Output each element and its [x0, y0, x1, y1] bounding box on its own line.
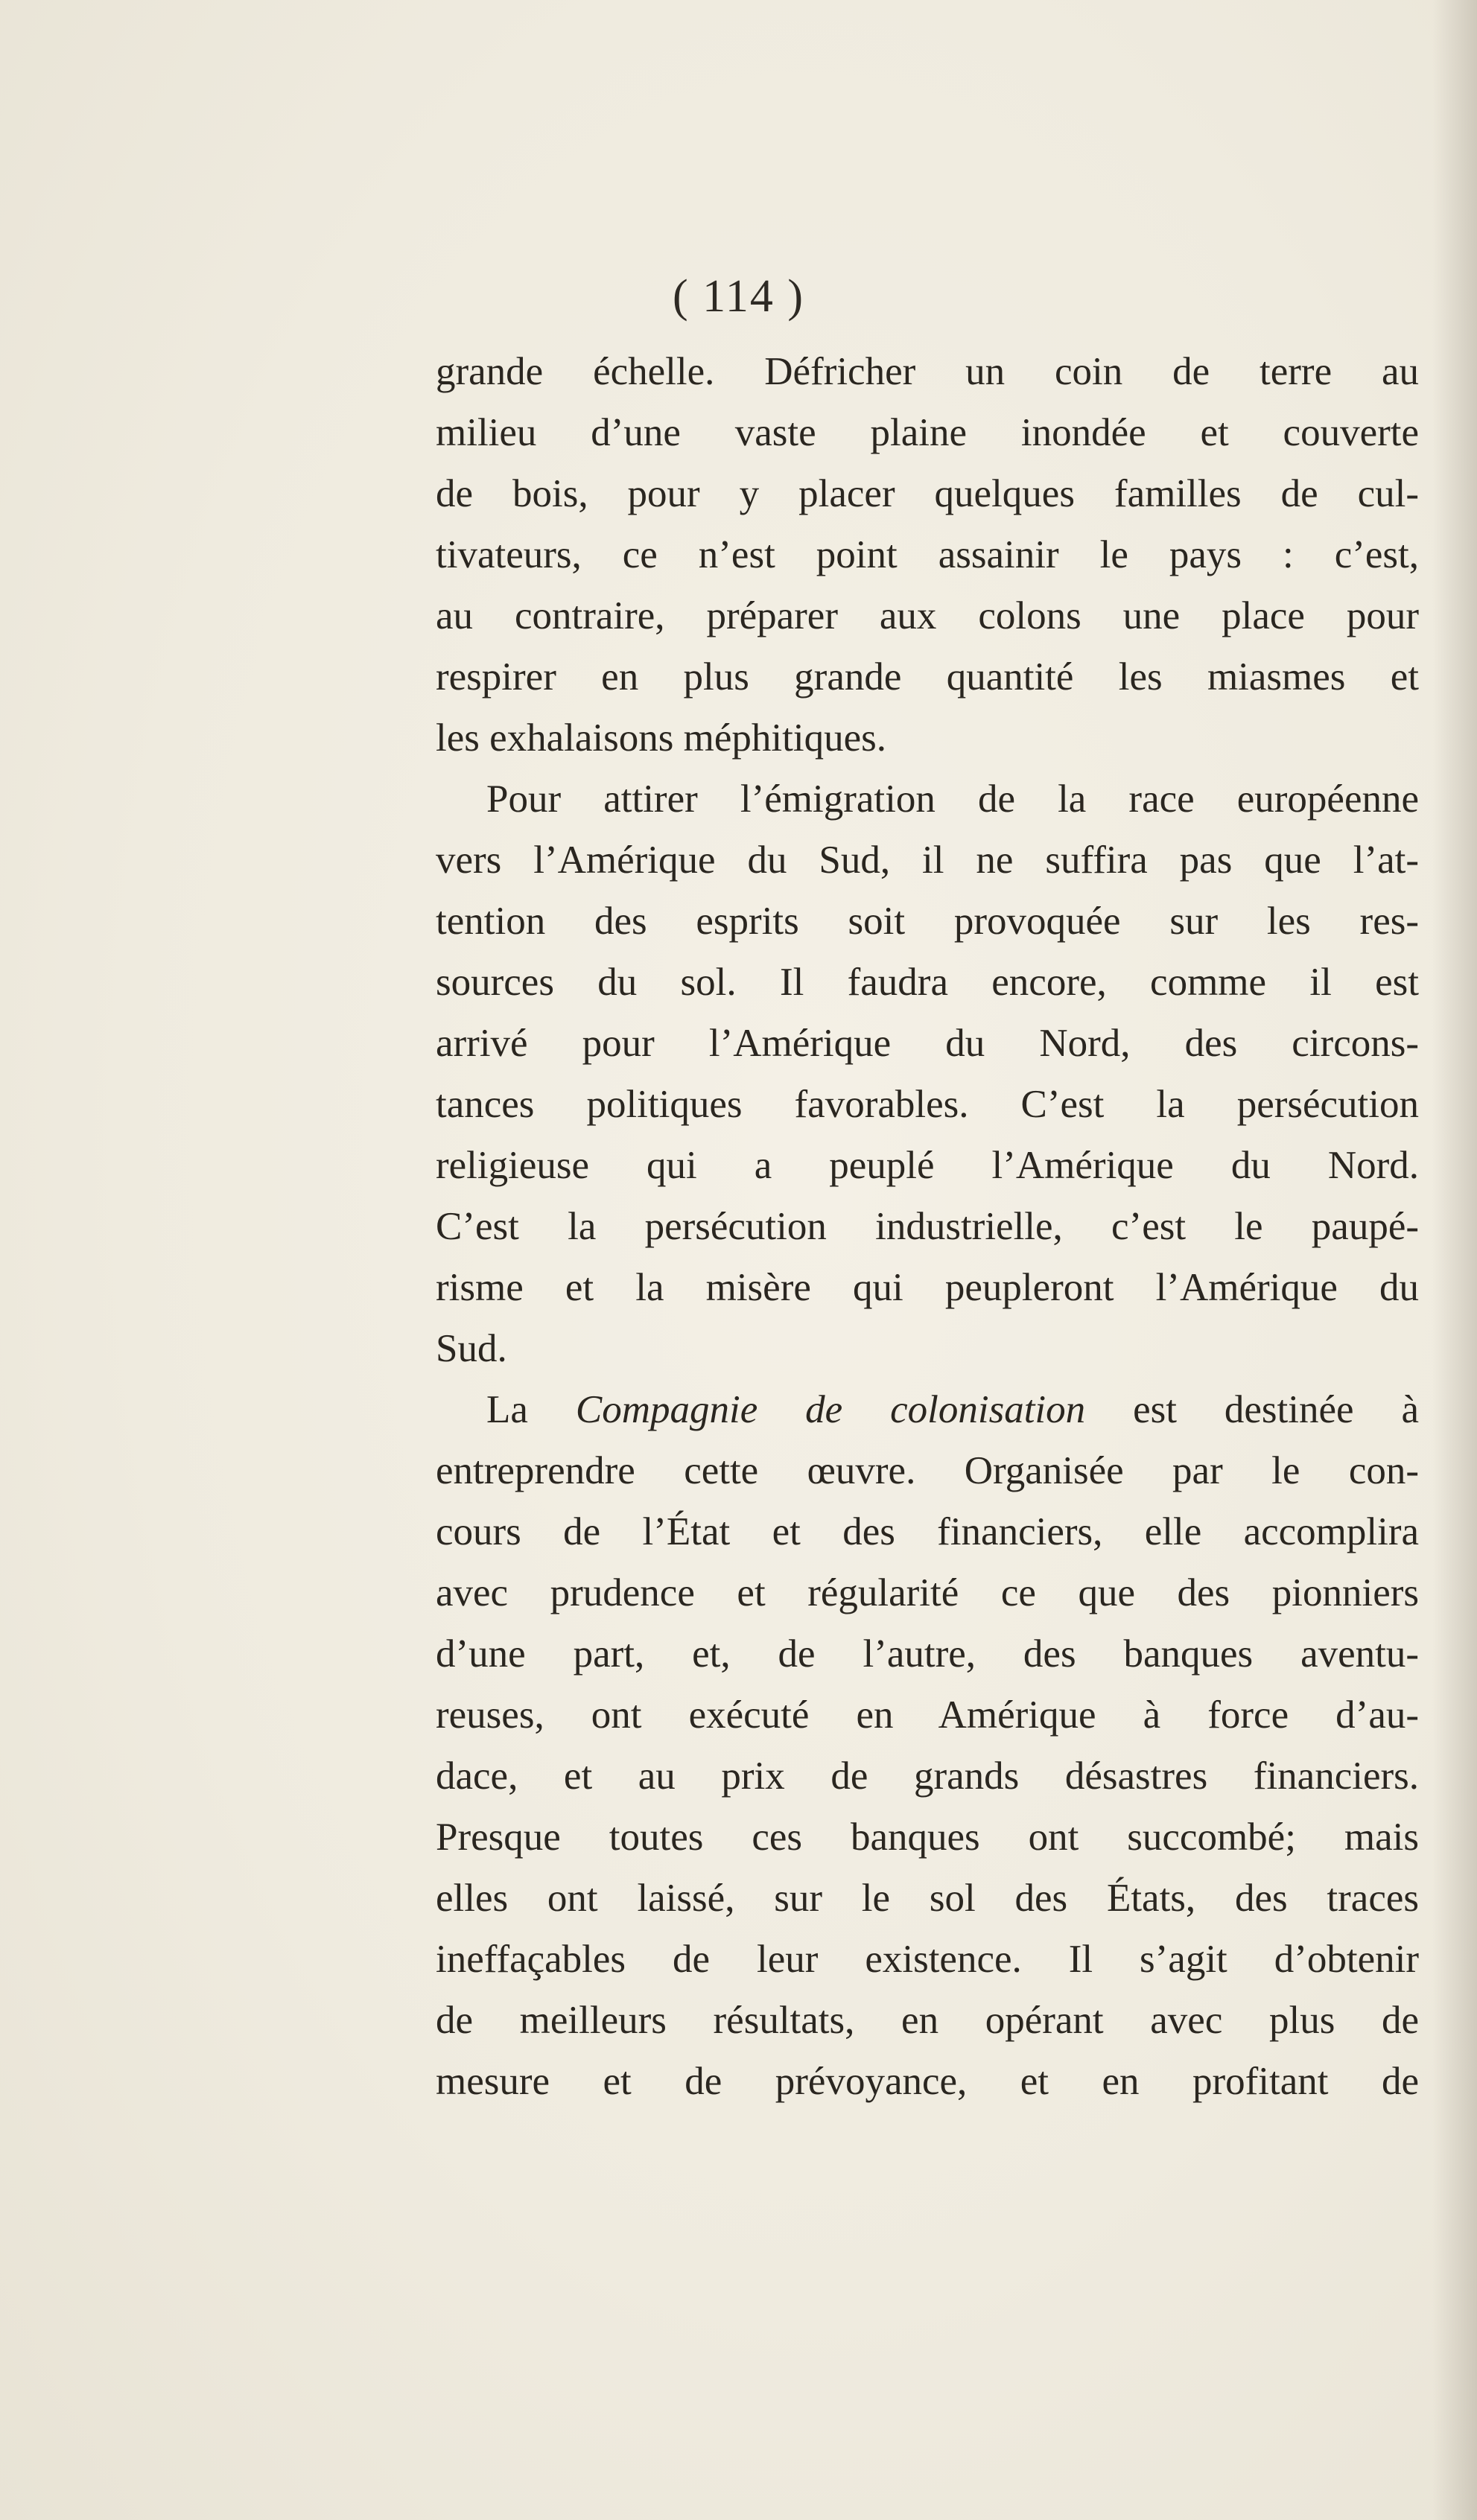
- text-line: ineffaçables de leur existence. Il s’agit d’obtenir: [436, 1938, 1419, 1981]
- text-line: elles ont laissé, sur le sol des États, des traces: [436, 1877, 1419, 1920]
- page-edge-shadow: [1432, 0, 1477, 2520]
- paragraph-3: [436, 1379, 1419, 2112]
- text-line: arrivé pour l’Amérique du Nord, des circons-: [436, 1022, 1419, 1065]
- text-line: tention des esprits soit provoquée sur les res-: [436, 900, 1419, 943]
- text-line: religieuse qui a peuplé l’Amérique du Nord.: [436, 1144, 1419, 1187]
- text-line: dace, et au prix de grands désastres financiers.: [436, 1754, 1419, 1798]
- text-line: reuses, ont exécuté en Amérique à force d’au-: [436, 1693, 1419, 1737]
- text-fragment: est destinée à: [1085, 1388, 1419, 1431]
- text-line: Sud.: [436, 1327, 507, 1370]
- text-line: de meilleurs résultats, en opérant avec plus de: [436, 1999, 1419, 2042]
- body-text: [436, 341, 1419, 2112]
- text-line: C’est la persécution industrielle, c’est le paupé-: [436, 1205, 1419, 1248]
- text-line: milieu d’une vaste plaine inondée et couverte: [436, 411, 1419, 454]
- text-line-with-italic: [436, 1379, 1419, 1440]
- text-line: cours de l’État et des financiers, elle accomplira: [436, 1510, 1419, 1553]
- text-line: tivateurs, ce n’est point assainir le pays : c’est,: [436, 533, 1419, 576]
- text-line: de bois, pour y placer quelques familles de cul-: [436, 472, 1419, 515]
- text-line: sources du sol. Il faudra encore, comme il est: [436, 961, 1419, 1004]
- text-line: avec prudence et régularité ce que des pionniers: [436, 1571, 1419, 1614]
- text-line: vers l’Amérique du Sud, il ne suffira pas que l’at-: [436, 839, 1419, 882]
- text-fragment: La: [486, 1388, 576, 1431]
- text-line: grande échelle. Défricher un coin de terre au: [436, 350, 1419, 393]
- text-line: Pour attirer l’émigration de la race européenne: [486, 777, 1419, 821]
- text-line: Presque toutes ces banques ont succombé; mais: [436, 1816, 1419, 1859]
- text-line: d’une part, et, de l’autre, des banques aventu-: [436, 1632, 1419, 1676]
- text-line: mesure et de prévoyance, et en profitant de: [436, 2060, 1419, 2103]
- paragraph-2: [436, 769, 1419, 1379]
- text-line: risme et la misère qui peupleront l’Amérique du: [436, 1266, 1419, 1309]
- text-line: tances politiques favorables. C’est la persécution: [436, 1083, 1419, 1126]
- text-line: les exhalaisons méphitiques.: [436, 716, 886, 760]
- text-line: entreprendre cette œuvre. Organisée par le con-: [436, 1449, 1419, 1492]
- text-line: respirer en plus grande quantité les miasmes et: [436, 655, 1419, 699]
- page-number: ( 114 ): [673, 271, 804, 322]
- paragraph-1: [436, 341, 1419, 769]
- text-line: au contraire, préparer aux colons une place pour: [436, 594, 1419, 637]
- italic-company-name: Compagnie de colonisation: [575, 1388, 1086, 1431]
